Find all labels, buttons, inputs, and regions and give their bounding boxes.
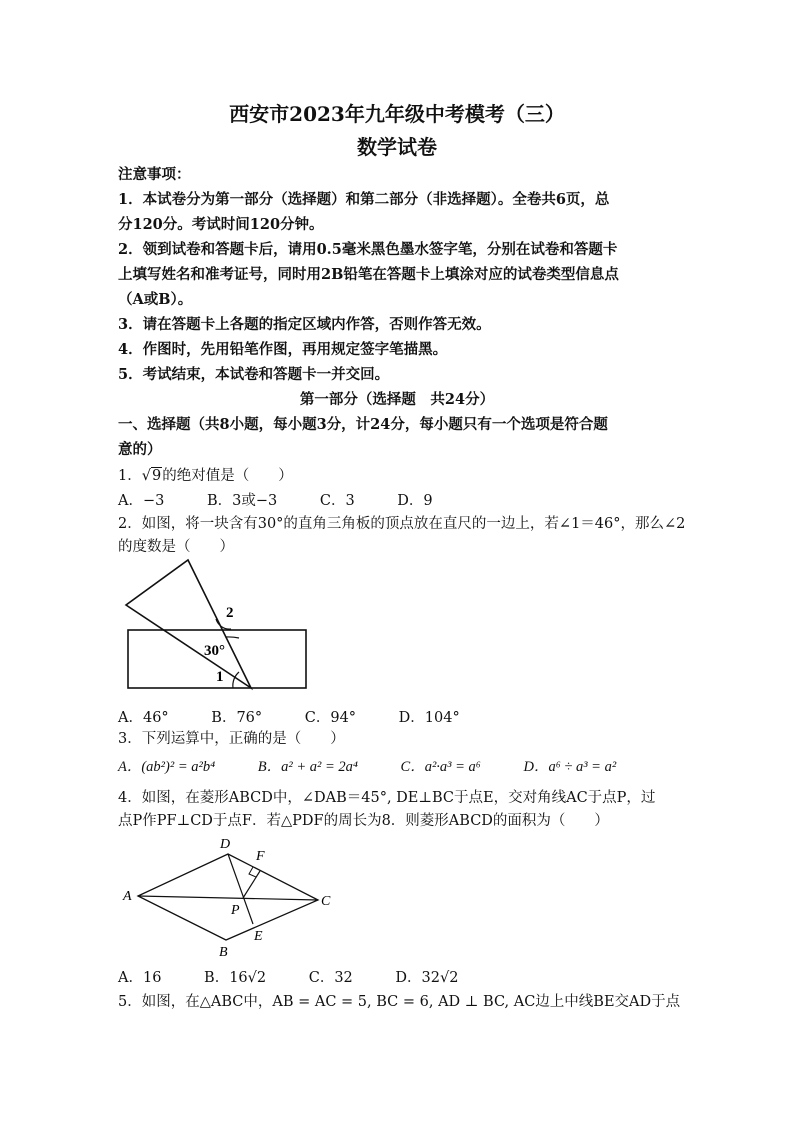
label-angle1: 1 <box>216 669 224 685</box>
part1-heading: 第一部分（选择题 共24分） <box>299 391 495 408</box>
label-b: B <box>219 945 228 960</box>
label-e: E <box>254 929 263 944</box>
q3-option-b: B．a² + a² = 2a⁴ <box>257 759 358 775</box>
q4-option-a: A．16 <box>118 970 162 986</box>
sqrt-symbol: √ <box>141 468 151 484</box>
q1-option-c: C．3 <box>319 493 355 509</box>
label-angle30: 30° <box>204 643 225 659</box>
q1-stem-text: 的绝对值是（ ） <box>162 468 293 484</box>
q1-options <box>118 489 678 510</box>
q3-option-a: A．(ab²)² = a²b⁴ <box>118 759 216 775</box>
diagonal-ac <box>138 896 318 900</box>
label-p: P <box>231 903 240 918</box>
notice-line: （A或B）。 <box>118 291 193 308</box>
notice-line: 上填写姓名和准考证号，同时用2B铅笔在答题卡上填涂对应的试卷类型信息点 <box>118 266 619 283</box>
q3-option-d: D．a⁶ ÷ a³ = a² <box>523 759 617 775</box>
label-angle2: 2 <box>226 605 234 621</box>
q2-option-c: C．94° <box>304 710 357 726</box>
q1-option-b: B．3或−3 <box>206 493 278 509</box>
q4-options <box>118 966 678 987</box>
q4-option-d: D．32√2 <box>395 970 459 986</box>
q3-options <box>118 755 678 776</box>
q2-option-a: A．46° <box>118 710 169 726</box>
label-a: A <box>123 889 132 904</box>
q4-stem-line1: 4．如图，在菱形ABCD中，∠DAB＝45°, DE⊥BC于点E，交对角线AC于点P，过 <box>118 790 656 806</box>
q2-option-b: B．76° <box>211 710 263 726</box>
label-f: F <box>256 849 265 864</box>
q1-option-a: A．−3 <box>118 493 165 509</box>
section-heading: 一、选择题（共8小题，每小题3分，计24分，每小题只有一个选项是符合题 <box>118 416 608 433</box>
label-d: D <box>220 837 231 852</box>
notice-line: 1．本试卷分为第一部分（选择题）和第二部分（非选择题）。全卷共6页，总 <box>118 191 610 208</box>
notice-line: 3．请在答题卡上各题的指定区域内作答，否则作答无效。 <box>118 316 491 333</box>
q4-option-b: B．16√2 <box>204 970 267 986</box>
notice-line: 5．考试结束，本试卷和答题卡一并交回。 <box>118 366 390 383</box>
notice-heading: 注意事项： <box>118 166 191 183</box>
q3-stem: 3．下列运算中，正确的是（ ） <box>118 731 345 747</box>
q4-figure <box>118 832 348 960</box>
q4-stem-line2: 点P作PF⊥CD于点F．若△PDF的周长为8．则菱形ABCD的面积为（ ） <box>118 813 609 829</box>
q1-radicand: 9 <box>151 468 162 484</box>
q2-stem-line2: 的度数是（ ） <box>118 539 234 555</box>
exam-subtitle: 数学试卷 <box>357 135 437 159</box>
triangle-ruler <box>126 560 251 688</box>
angle30-arc <box>226 637 239 638</box>
q2-options <box>118 706 678 727</box>
notice-line: 2．领到试卷和答题卡后，请用0.5毫米黑色墨水签字笔，分别在试卷和答题卡 <box>118 241 618 258</box>
q1-stem <box>118 464 678 485</box>
q1-option-d: D．9 <box>397 493 433 509</box>
section-heading-cont: 意的） <box>118 441 162 458</box>
q3-option-c: C．a²·a³ = a⁶ <box>400 759 481 775</box>
q1-number: 1． <box>118 468 142 484</box>
q2-figure <box>118 555 318 695</box>
notice-line: 分120分。考试时间120分钟。 <box>118 216 324 233</box>
q4-option-c: C．32 <box>308 970 353 986</box>
q5-stem-line1: 5．如图，在△ABC中，AB = AC = 5, BC = 6, AD ⊥ BC, AC边上中线BE交AD于点 <box>118 994 681 1010</box>
notice-line: 4．作图时，先用铅笔作图，再用规定签字笔描黑。 <box>118 341 448 358</box>
exam-title: 西安市2023年九年级中考模考（三） <box>229 102 565 126</box>
q2-stem-line1: 2．如图，将一块含有30°的直角三角板的顶点放在直尺的一边上，若∠1＝46°，那么∠2 <box>118 516 686 532</box>
label-c: C <box>321 894 331 909</box>
q2-option-d: D．104° <box>398 710 460 726</box>
